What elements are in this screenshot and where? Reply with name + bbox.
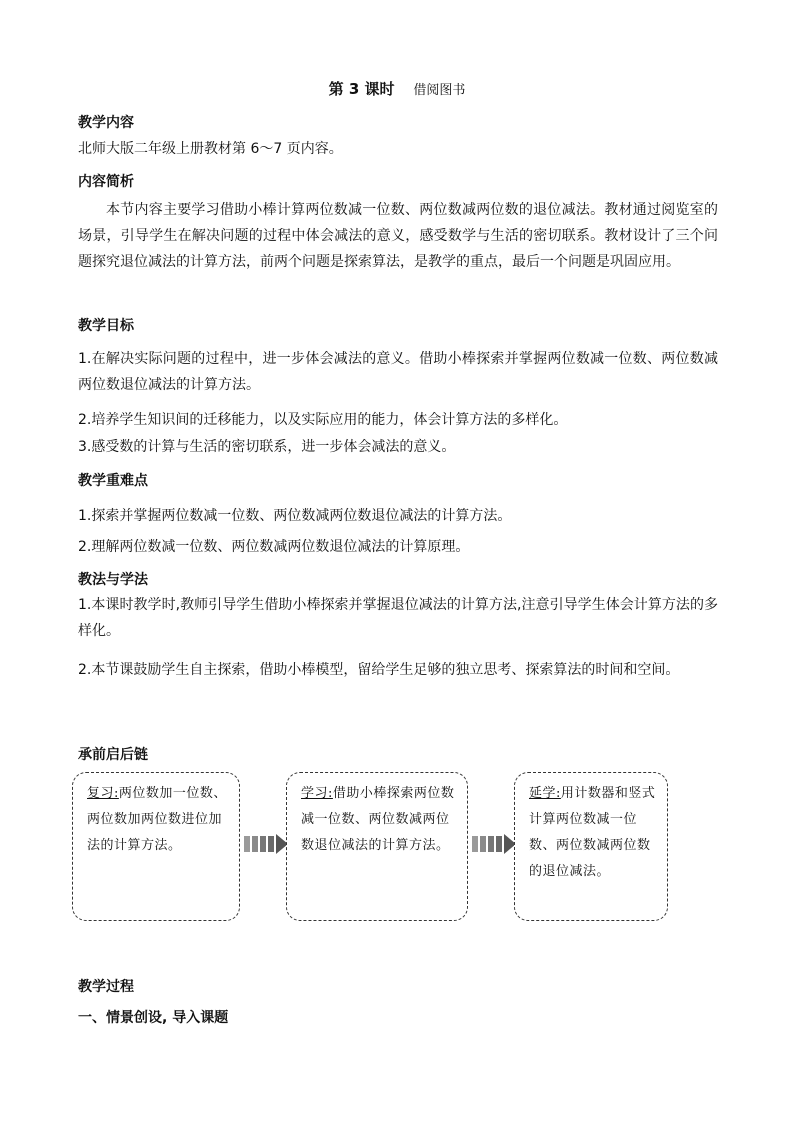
goal-item: 3.感受数的计算与生活的密切联系，进一步体会减法的意义。 (78, 439, 456, 455)
key-point-item: 1.探索并掌握两位数减一位数、两位数减两位数退位减法的计算方法。 (78, 508, 512, 524)
summary-heading: 内容简析 (78, 174, 134, 190)
methods-heading: 教法与学法 (78, 572, 148, 588)
lesson-title (0, 78, 794, 102)
method-item: 2.本节课鼓励学生自主探索，借助小棒模型，留给学生足够的独立思考、探索算法的时间和空间。 (78, 662, 680, 678)
process-heading: 教学过程 (78, 979, 134, 995)
extend-box (514, 772, 668, 921)
method-item: 1.本课时教学时,教师引导学生借助小棒探索并掌握退位减法的计算方法,注意引导学生体会计算方法的多样化。 (78, 597, 718, 639)
arrow-icon (244, 836, 288, 852)
content-text: 北师大版二年级上册教材第 6～7 页内容。 (78, 141, 343, 157)
key-points-heading: 教学重难点 (78, 473, 148, 489)
goals-heading: 教学目标 (78, 318, 134, 334)
learn-label: 学习: (301, 786, 333, 801)
learn-box (286, 772, 468, 921)
summary-text: 本节内容主要学习借助小棒计算两位数减一位数、两位数减两位数的退位减法。教材通过阅览室的场景，引导学生在解决问题的过程中体会减法的意义，感受数学与生活的密切联系。教材设计了三个问题探究退位减法的计算方法，前两个问题是探索算法，是教学的重点，最后一个问题是巩固应用。 (78, 202, 718, 270)
section1-heading: 一、情景创设, 导入课题 (78, 1010, 229, 1026)
key-point-item: 2.理解两位数减一位数、两位数减两位数退位减法的计算原理。 (78, 539, 470, 555)
content-heading: 教学内容 (78, 115, 134, 131)
chain-heading: 承前启后链 (78, 747, 148, 763)
lesson-topic: 借阅图书 (413, 83, 466, 98)
learn-text: 借助小棒探索两位数减一位数、两位数减两位数退位减法的计算方法。 (301, 786, 455, 853)
goal-item: 1.在解决实际问题的过程中，进一步体会减法的意义。借助小棒探索并掌握两位数减一位数、两位数减两位数退位减法的计算方法。 (78, 351, 718, 393)
review-box (72, 772, 240, 921)
extend-text: 用计数器和竖式计算两位数减一位数、两位数减两位数的退位减法。 (529, 786, 656, 879)
review-text: 两位数加一位数、两位数加两位数进位加法的计算方法。 (87, 786, 227, 853)
goal-item: 2.培养学生知识间的迁移能力，以及实际应用的能力，体会计算方法的多样化。 (78, 412, 568, 428)
extend-label: 延学: (529, 786, 561, 801)
lesson-number: 第 3 课时 (328, 80, 395, 98)
review-label: 复习: (87, 786, 119, 801)
arrow-icon (472, 836, 516, 852)
